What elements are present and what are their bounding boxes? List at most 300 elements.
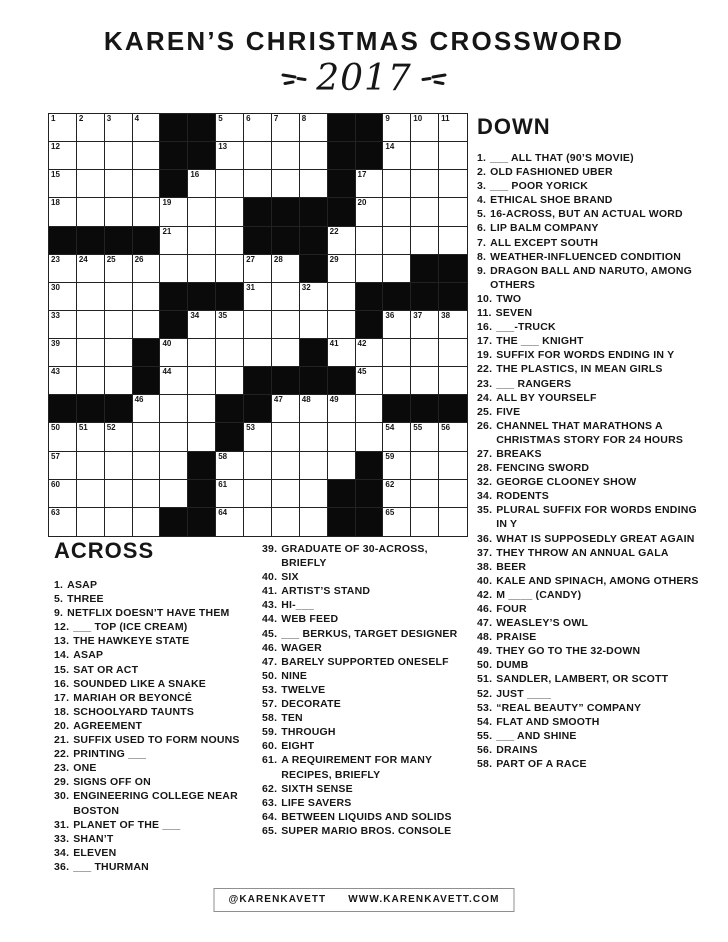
grid-cell[interactable]	[300, 283, 328, 311]
cell-number: 15	[51, 170, 60, 180]
grid-cell[interactable]	[105, 508, 133, 536]
grid-cell[interactable]	[77, 423, 105, 451]
grid-cell[interactable]	[356, 395, 384, 423]
grid-cell[interactable]	[411, 339, 439, 367]
clue-text: RODENTS	[496, 490, 549, 503]
clue-number: 22.	[477, 363, 493, 376]
clue-text: OLD FASHIONED UBER	[490, 166, 613, 179]
grid-cell[interactable]	[160, 395, 188, 423]
grid-cell[interactable]	[383, 367, 411, 395]
clue-text: ___-TRUCK	[496, 321, 556, 334]
grid-cell[interactable]	[272, 142, 300, 170]
grid-cell[interactable]	[356, 170, 384, 198]
grid-cell-black	[133, 227, 161, 255]
grid-cell[interactable]	[216, 452, 244, 480]
grid-cell[interactable]	[188, 255, 216, 283]
cell-number: 49	[329, 395, 339, 405]
grid-cell[interactable]	[300, 142, 328, 170]
clue-item	[477, 672, 701, 686]
cell-number: 25	[106, 254, 116, 264]
grid-cell-black	[383, 395, 411, 423]
grid-cell[interactable]	[49, 508, 77, 536]
grid-cell[interactable]	[383, 114, 411, 142]
grid-cell-black	[300, 198, 328, 226]
grid-cell[interactable]	[300, 423, 328, 451]
grid-cell[interactable]	[300, 114, 328, 142]
clue-item	[262, 655, 471, 669]
grid-cell-black	[160, 114, 188, 142]
grid-cell-black	[411, 395, 439, 423]
cell-number: 23	[51, 254, 60, 264]
grid-cell[interactable]	[77, 114, 105, 142]
grid-cell[interactable]	[439, 508, 467, 536]
clue-item	[477, 532, 701, 546]
cell-number: 44	[162, 367, 172, 377]
clue-item	[54, 620, 267, 634]
grid-cell[interactable]	[49, 367, 77, 395]
grid-cell-black	[188, 283, 216, 311]
grid-cell[interactable]	[244, 508, 272, 536]
grid-cell[interactable]	[77, 480, 105, 508]
clue-number: 16.	[54, 677, 70, 690]
grid-cell[interactable]	[188, 423, 216, 451]
clue-item	[262, 796, 471, 810]
grid-cell[interactable]	[244, 114, 272, 142]
grid-cell[interactable]	[105, 283, 133, 311]
clue-text: ___ AND SHINE	[496, 729, 577, 742]
grid-cell[interactable]	[272, 255, 300, 283]
puzzle-year-row	[0, 58, 728, 99]
grid-cell[interactable]	[411, 423, 439, 451]
clue-item	[54, 578, 267, 592]
grid-cell[interactable]	[356, 227, 384, 255]
clue-text: THROUGH	[281, 726, 336, 739]
clue-text: WEB FEED	[281, 613, 339, 626]
cell-number: 45	[357, 367, 367, 377]
cell-number: 29	[329, 254, 339, 264]
grid-cell[interactable]	[439, 311, 467, 339]
clue-item	[262, 542, 471, 570]
grid-cell[interactable]	[160, 198, 188, 226]
grid-cell[interactable]	[300, 395, 328, 423]
grid-cell[interactable]	[272, 339, 300, 367]
grid-cell[interactable]	[439, 480, 467, 508]
grid-cell[interactable]	[244, 142, 272, 170]
grid-cell-black	[439, 395, 467, 423]
grid-cell[interactable]	[244, 283, 272, 311]
grid-cell[interactable]	[105, 452, 133, 480]
grid-cell[interactable]	[160, 452, 188, 480]
year-flourish-right-icon	[421, 69, 447, 89]
clue-number: 56.	[477, 743, 493, 756]
grid-cell[interactable]	[411, 142, 439, 170]
cell-number: 2	[78, 114, 84, 123]
clue-item	[477, 546, 701, 560]
cell-number: 9	[385, 114, 390, 123]
grid-cell[interactable]	[216, 255, 244, 283]
grid-cell[interactable]	[77, 283, 105, 311]
grid-cell-black	[300, 367, 328, 395]
grid-cell-black	[328, 198, 356, 226]
grid-cell[interactable]	[216, 170, 244, 198]
grid-cell[interactable]	[105, 480, 133, 508]
cell-number: 55	[413, 423, 423, 433]
grid-cell[interactable]	[328, 255, 356, 283]
clue-item	[54, 733, 267, 747]
grid-cell[interactable]	[77, 367, 105, 395]
grid-cell[interactable]	[244, 452, 272, 480]
grid-cell[interactable]	[133, 283, 161, 311]
grid-cell[interactable]	[77, 339, 105, 367]
clue-number: 50.	[262, 669, 278, 682]
grid-cell-black	[244, 227, 272, 255]
grid-cell[interactable]	[439, 423, 467, 451]
grid-cell-black	[328, 114, 356, 142]
grid-cell[interactable]	[272, 311, 300, 339]
grid-cell-black	[328, 170, 356, 198]
grid-cell[interactable]	[133, 142, 161, 170]
grid-cell[interactable]	[77, 142, 105, 170]
clue-item	[477, 503, 701, 531]
clue-item	[54, 663, 267, 677]
grid-cell[interactable]	[272, 423, 300, 451]
grid-cell[interactable]	[49, 452, 77, 480]
clue-item	[262, 683, 471, 697]
grid-cell[interactable]	[244, 255, 272, 283]
grid-cell[interactable]	[105, 114, 133, 142]
clue-text: WAGER	[281, 641, 322, 654]
across-heading: ACROSS	[54, 538, 155, 563]
clue-number: 14.	[54, 649, 70, 662]
grid-cell[interactable]	[216, 339, 244, 367]
grid-cell[interactable]	[328, 452, 356, 480]
grid-cell-black	[188, 142, 216, 170]
grid-cell[interactable]	[77, 170, 105, 198]
grid-cell[interactable]	[272, 452, 300, 480]
grid-cell[interactable]	[328, 227, 356, 255]
grid-cell-black	[328, 142, 356, 170]
clue-text: AGREEMENT	[73, 719, 143, 732]
grid-cell[interactable]	[133, 114, 161, 142]
grid-cell-black	[49, 395, 77, 423]
grid-cell[interactable]	[272, 395, 300, 423]
grid-cell[interactable]	[411, 508, 439, 536]
grid-cell[interactable]	[272, 170, 300, 198]
grid-cell[interactable]	[160, 423, 188, 451]
grid-cell-black	[105, 227, 133, 255]
grid-cell[interactable]	[411, 367, 439, 395]
grid-cell[interactable]	[439, 198, 467, 226]
grid-cell[interactable]	[105, 423, 133, 451]
grid-cell[interactable]	[300, 311, 328, 339]
clue-number: 58.	[262, 712, 278, 725]
cell-number: 31	[246, 282, 255, 292]
clue-item	[54, 846, 267, 860]
clue-item	[477, 334, 701, 348]
grid-cell[interactable]	[356, 339, 384, 367]
grid-cell[interactable]	[133, 198, 161, 226]
cell-number: 54	[385, 423, 395, 433]
grid-cell[interactable]	[160, 480, 188, 508]
grid-cell[interactable]	[328, 423, 356, 451]
clue-item	[477, 221, 701, 235]
grid-cell[interactable]	[188, 311, 216, 339]
clue-item	[477, 602, 701, 616]
grid-cell[interactable]	[133, 395, 161, 423]
grid-cell[interactable]	[49, 339, 77, 367]
clue-item	[477, 687, 701, 701]
grid-cell[interactable]	[77, 508, 105, 536]
grid-cell[interactable]	[77, 452, 105, 480]
cell-number: 59	[385, 451, 395, 461]
cell-number: 7	[273, 114, 279, 123]
grid-cell-black	[160, 283, 188, 311]
grid-cell[interactable]	[356, 255, 384, 283]
clue-number: 41.	[262, 585, 278, 598]
grid-cell[interactable]	[77, 198, 105, 226]
clue-text: SIXTH SENSE	[281, 782, 353, 795]
puzzle-title: KAREN’S CHRISTMAS CROSSWORD	[103, 26, 625, 56]
grid-cell[interactable]	[49, 423, 77, 451]
grid-cell[interactable]	[160, 227, 188, 255]
grid-cell[interactable]	[300, 508, 328, 536]
grid-cell[interactable]	[49, 170, 77, 198]
grid-cell[interactable]	[383, 170, 411, 198]
cell-number: 3	[106, 114, 112, 123]
clue-item	[262, 669, 471, 683]
clue-number: 18.	[54, 705, 70, 718]
clue-text: FOUR	[496, 603, 527, 615]
grid-cell[interactable]	[216, 227, 244, 255]
grid-cell[interactable]	[439, 339, 467, 367]
grid-cell[interactable]	[383, 227, 411, 255]
grid-cell[interactable]	[272, 508, 300, 536]
clue-text: MARIAH OR BEYONCÉ	[73, 691, 193, 704]
clue-item	[477, 616, 701, 630]
grid-cell[interactable]	[356, 367, 384, 395]
grid-cell[interactable]	[383, 339, 411, 367]
down-heading: DOWN	[477, 114, 551, 139]
grid-cell[interactable]	[133, 311, 161, 339]
clue-text: ETHICAL SHOE BRAND	[490, 194, 613, 207]
clue-text: FENCING SWORD	[496, 462, 590, 475]
grid-cell[interactable]	[216, 480, 244, 508]
grid-cell[interactable]	[272, 114, 300, 142]
clue-text: DRAINS	[496, 743, 538, 756]
grid-cell[interactable]	[300, 480, 328, 508]
grid-cell[interactable]	[328, 339, 356, 367]
clue-item	[262, 782, 471, 796]
clue-number: 12.	[54, 621, 70, 634]
grid-cell[interactable]	[105, 198, 133, 226]
grid-cell[interactable]	[439, 142, 467, 170]
clue-number: 58.	[477, 758, 493, 771]
grid-cell[interactable]	[188, 198, 216, 226]
clue-number: 9.	[477, 264, 487, 277]
grid-cell[interactable]	[439, 114, 467, 142]
grid-cell[interactable]	[188, 395, 216, 423]
grid-cell[interactable]	[77, 311, 105, 339]
grid-cell[interactable]	[383, 508, 411, 536]
grid-cell[interactable]	[383, 198, 411, 226]
across-section-col2	[262, 542, 471, 838]
grid-cell[interactable]	[411, 480, 439, 508]
clue-item	[477, 757, 701, 771]
cell-number: 8	[301, 114, 307, 123]
grid-cell[interactable]	[356, 423, 384, 451]
clue-item	[477, 630, 701, 644]
clue-item	[54, 677, 267, 691]
grid-cell[interactable]	[49, 480, 77, 508]
clue-text: ___ ALL THAT (90’S MOVIE)	[490, 152, 634, 164]
grid-cell[interactable]	[244, 339, 272, 367]
grid-cell[interactable]	[105, 142, 133, 170]
clue-text: SEVEN	[495, 307, 533, 320]
grid-cell[interactable]	[439, 170, 467, 198]
clue-text: ___ POOR YORICK	[490, 180, 589, 193]
cell-number: 28	[273, 254, 283, 264]
grid-cell[interactable]	[216, 142, 244, 170]
cell-number: 19	[162, 198, 172, 208]
grid-cell[interactable]	[49, 142, 77, 170]
clue-number: 64.	[262, 810, 278, 823]
grid-cell[interactable]	[411, 114, 439, 142]
grid-cell[interactable]	[105, 311, 133, 339]
clue-item	[477, 715, 701, 729]
grid-cell[interactable]	[383, 423, 411, 451]
grid-cell[interactable]	[49, 114, 77, 142]
grid-cell[interactable]	[328, 283, 356, 311]
grid-cell-black	[328, 508, 356, 536]
clue-number: 8.	[477, 250, 487, 263]
grid-cell[interactable]	[244, 423, 272, 451]
grid-cell[interactable]	[216, 311, 244, 339]
cell-number: 62	[385, 479, 395, 489]
grid-cell[interactable]	[105, 367, 133, 395]
clue-text: SANDLER, LAMBERT, OR SCOTT	[496, 673, 669, 686]
grid-cell[interactable]	[105, 170, 133, 198]
clue-item	[477, 658, 701, 672]
grid-cell[interactable]	[439, 367, 467, 395]
grid-cell[interactable]	[300, 170, 328, 198]
grid-cell[interactable]	[411, 311, 439, 339]
grid-cell[interactable]	[49, 311, 77, 339]
clue-item	[477, 644, 701, 658]
clue-text: ASAP	[73, 649, 104, 662]
grid-cell[interactable]	[411, 227, 439, 255]
grid-cell[interactable]	[411, 452, 439, 480]
clue-text: HI-___	[281, 599, 314, 612]
grid-cell[interactable]	[160, 367, 188, 395]
cell-number: 16	[190, 170, 200, 180]
grid-cell[interactable]	[272, 480, 300, 508]
grid-cell[interactable]	[160, 255, 188, 283]
grid-cell[interactable]	[439, 227, 467, 255]
grid-cell-black	[356, 452, 384, 480]
cell-number: 5	[218, 114, 223, 123]
grid-cell[interactable]	[49, 255, 77, 283]
clue-text: THE ___ KNIGHT	[496, 335, 584, 348]
grid-cell[interactable]	[356, 198, 384, 226]
grid-cell[interactable]	[383, 311, 411, 339]
grid-cell[interactable]	[133, 508, 161, 536]
grid-cell[interactable]	[216, 198, 244, 226]
grid-cell[interactable]	[411, 198, 439, 226]
grid-cell[interactable]	[383, 255, 411, 283]
grid-cell[interactable]	[328, 395, 356, 423]
grid-cell[interactable]	[244, 170, 272, 198]
grid-cell[interactable]	[244, 311, 272, 339]
clue-item	[477, 489, 701, 503]
clue-number: 46.	[262, 641, 278, 654]
grid-cell[interactable]	[300, 452, 328, 480]
grid-cell[interactable]	[188, 367, 216, 395]
clue-number: 11.	[477, 307, 492, 320]
grid-cell[interactable]	[105, 339, 133, 367]
clue-text: WHAT IS SUPPOSEDLY GREAT AGAIN	[496, 532, 695, 545]
grid-cell[interactable]	[133, 255, 161, 283]
clue-number: 59.	[262, 726, 278, 739]
grid-cell[interactable]	[188, 170, 216, 198]
grid-cell[interactable]	[328, 311, 356, 339]
clue-item	[477, 560, 701, 574]
grid-cell[interactable]	[49, 198, 77, 226]
grid-cell[interactable]	[105, 255, 133, 283]
clue-text: SHAN’T	[73, 832, 114, 845]
grid-cell-black	[356, 508, 384, 536]
grid-cell[interactable]	[49, 283, 77, 311]
grid-cell[interactable]	[160, 339, 188, 367]
cell-number: 38	[441, 310, 451, 320]
grid-cell[interactable]	[133, 423, 161, 451]
clue-item	[477, 264, 701, 292]
grid-cell[interactable]	[383, 142, 411, 170]
clue-text: DECORATE	[281, 698, 341, 711]
crossword-grid	[48, 113, 468, 537]
grid-cell[interactable]	[188, 339, 216, 367]
grid-cell[interactable]	[383, 452, 411, 480]
clue-item	[262, 697, 471, 711]
grid-cell[interactable]	[133, 480, 161, 508]
clue-item	[262, 612, 471, 626]
cell-number: 56	[441, 423, 451, 433]
clue-number: 39.	[262, 543, 278, 555]
clue-text: ALL EXCEPT SOUTH	[490, 236, 599, 249]
clue-item	[477, 461, 701, 475]
grid-cell[interactable]	[216, 508, 244, 536]
grid-cell[interactable]	[383, 480, 411, 508]
across-clues-col1	[54, 578, 267, 874]
grid-cell[interactable]	[77, 255, 105, 283]
clue-number: 54.	[477, 715, 493, 728]
grid-cell[interactable]	[272, 283, 300, 311]
grid-cell[interactable]	[216, 114, 244, 142]
grid-cell[interactable]	[439, 452, 467, 480]
grid-cell-black	[383, 283, 411, 311]
grid-cell[interactable]	[216, 367, 244, 395]
clue-text: TWO	[496, 292, 522, 305]
grid-cell[interactable]	[133, 170, 161, 198]
clue-number: 53.	[262, 683, 278, 696]
grid-cell[interactable]	[133, 452, 161, 480]
grid-cell[interactable]	[244, 480, 272, 508]
clue-number: 13.	[54, 635, 70, 648]
clue-text: THEY THROW AN ANNUAL GALA	[496, 546, 669, 559]
grid-cell[interactable]	[411, 170, 439, 198]
cell-number: 13	[218, 142, 228, 152]
grid-cell[interactable]	[188, 227, 216, 255]
clue-text: THEY GO TO THE 32-DOWN	[496, 645, 641, 658]
